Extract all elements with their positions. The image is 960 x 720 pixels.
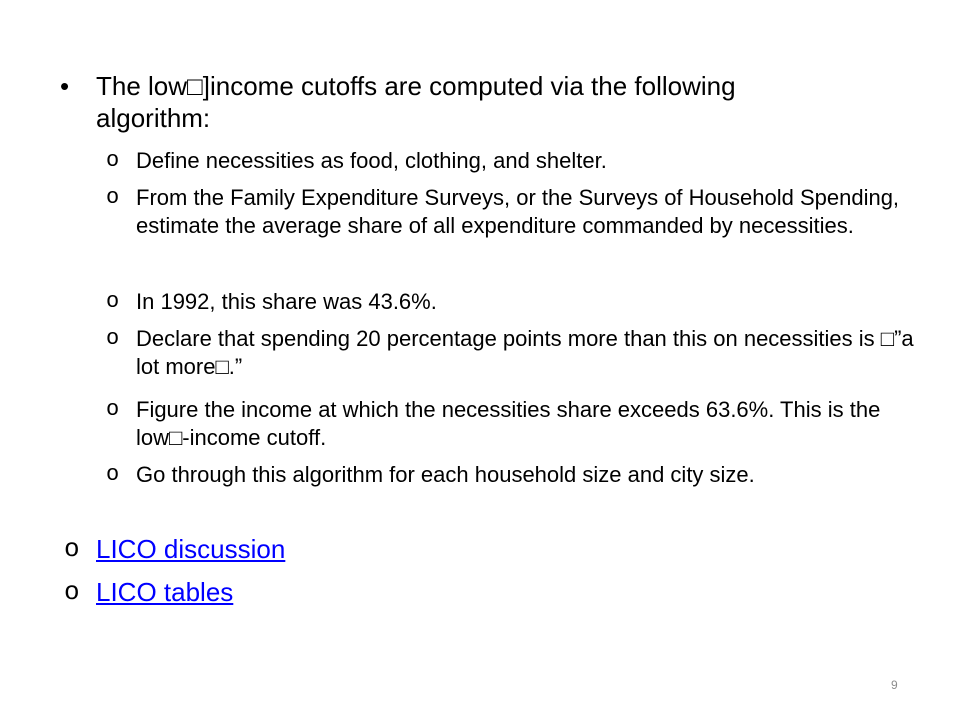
- step-item-3: In 1992, this share was 43.6%.: [136, 289, 437, 314]
- lico-tables-link[interactable]: LICO tables: [96, 577, 234, 607]
- page-number: 9: [891, 678, 898, 692]
- lico-discussion-link[interactable]: LICO discussion: [96, 534, 286, 564]
- link-marker: o: [64, 577, 80, 607]
- main-bullet-text: The low□]income cutoffs are computed via the following algorithm:: [96, 71, 736, 133]
- step-item-1: Define necessities as food, clothing, and shelter.: [136, 148, 607, 173]
- step-item-5: Figure the income at which the necessities share exceeds 63.6%. This is the low□-income cutoff.: [136, 397, 881, 450]
- link-marker: o: [64, 534, 80, 564]
- step-item-4: Declare that spending 20 percentage points more than this on necessities is □”a lot more□.”: [136, 326, 914, 379]
- step-item-2: From the Family Expenditure Surveys, or the Surveys of Household Spending, estimate the average share of all expenditure commanded by necessities.: [136, 185, 900, 238]
- step-marker: o: [106, 148, 120, 173]
- main-bullet-dot: •: [60, 71, 70, 101]
- step-marker: o: [106, 185, 120, 210]
- step-marker: o: [106, 326, 120, 351]
- step-marker: o: [106, 289, 120, 314]
- step-item-6: Go through this algorithm for each household size and city size.: [136, 462, 755, 487]
- step-marker: o: [106, 462, 120, 487]
- step-marker: o: [106, 397, 120, 422]
